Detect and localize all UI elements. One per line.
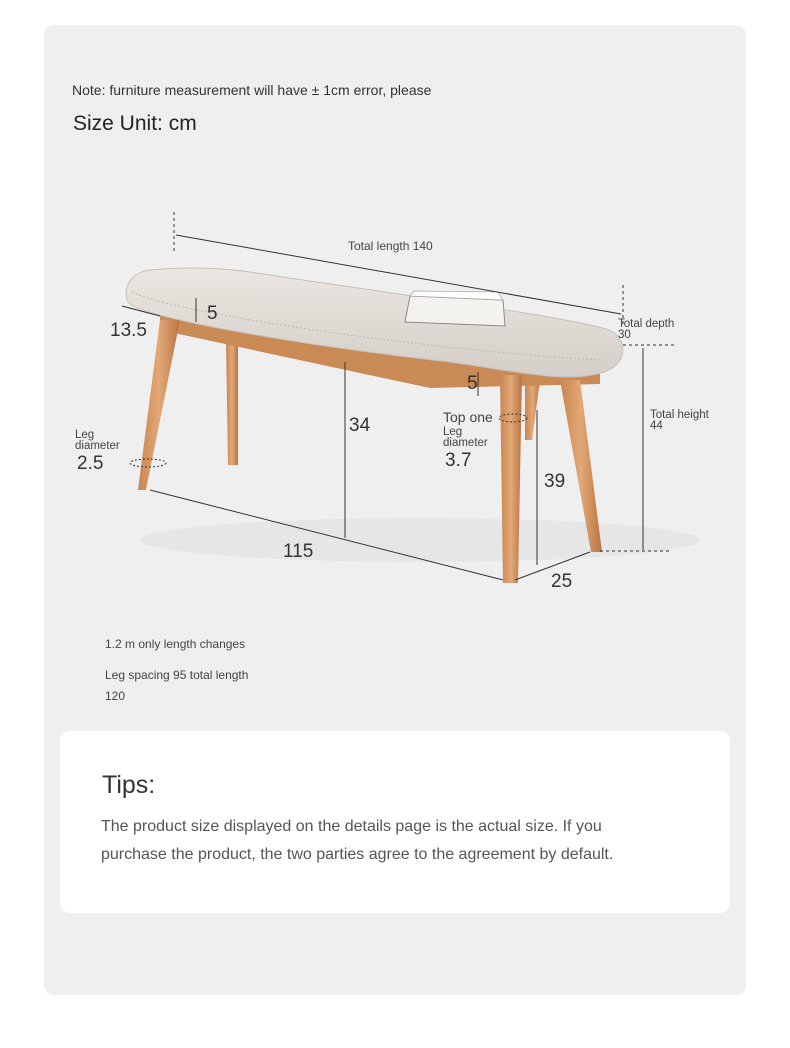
- leg-diameter-top-label-2: diameter: [443, 437, 488, 449]
- back-left-leg: [226, 340, 238, 465]
- back-right-leg: [525, 380, 540, 440]
- tips-card: [60, 731, 730, 913]
- total-height-label: Total height: [650, 409, 709, 421]
- tips-title: Tips:: [102, 771, 156, 799]
- bench-shadow: [140, 518, 700, 562]
- book: [405, 296, 505, 326]
- leg-diameter-top-label-1: Leg: [443, 426, 463, 438]
- size-unit-title: Size Unit: cm: [73, 112, 197, 135]
- footnote-total-length: 120: [105, 689, 126, 703]
- seat-thickness-left: 5: [207, 303, 218, 324]
- leg-diameter-top-value: 3.7: [445, 450, 472, 471]
- total-height-value: 44: [650, 420, 663, 432]
- top-one-label: Top one: [443, 409, 493, 425]
- leg-depth-value: 25: [551, 571, 573, 592]
- total-depth-value: 30: [618, 329, 631, 341]
- footnote-length-change: 1.2 m only length changes: [105, 637, 246, 651]
- leg-span-value: 115: [283, 541, 314, 562]
- leg-height-value: 39: [544, 471, 566, 492]
- measurement-note: Note: furniture measurement will have ± 1cm error, please: [72, 82, 432, 98]
- leg-diameter-label-1: Leg: [75, 429, 95, 441]
- leg-diameter-label-2: diameter: [75, 440, 120, 452]
- inner-height-value: 34: [349, 415, 371, 436]
- footnote-leg-spacing: Leg spacing 95 total length: [105, 668, 249, 682]
- total-depth-label: Total depth: [618, 318, 675, 330]
- tips-line-1: The product size displayed on the details page is the actual size. If you: [101, 818, 602, 835]
- overhang-value: 13.5: [110, 320, 147, 341]
- total-length-label: Total length 140: [348, 239, 433, 253]
- front-left-leg: [138, 320, 180, 490]
- seat-thickness-right: 5: [467, 373, 478, 394]
- leg-diameter-bottom-value: 2.5: [77, 453, 104, 474]
- tips-text: [101, 813, 701, 869]
- tips-line-2: purchase the product, the two parties agree to the agreement by default.: [101, 846, 614, 863]
